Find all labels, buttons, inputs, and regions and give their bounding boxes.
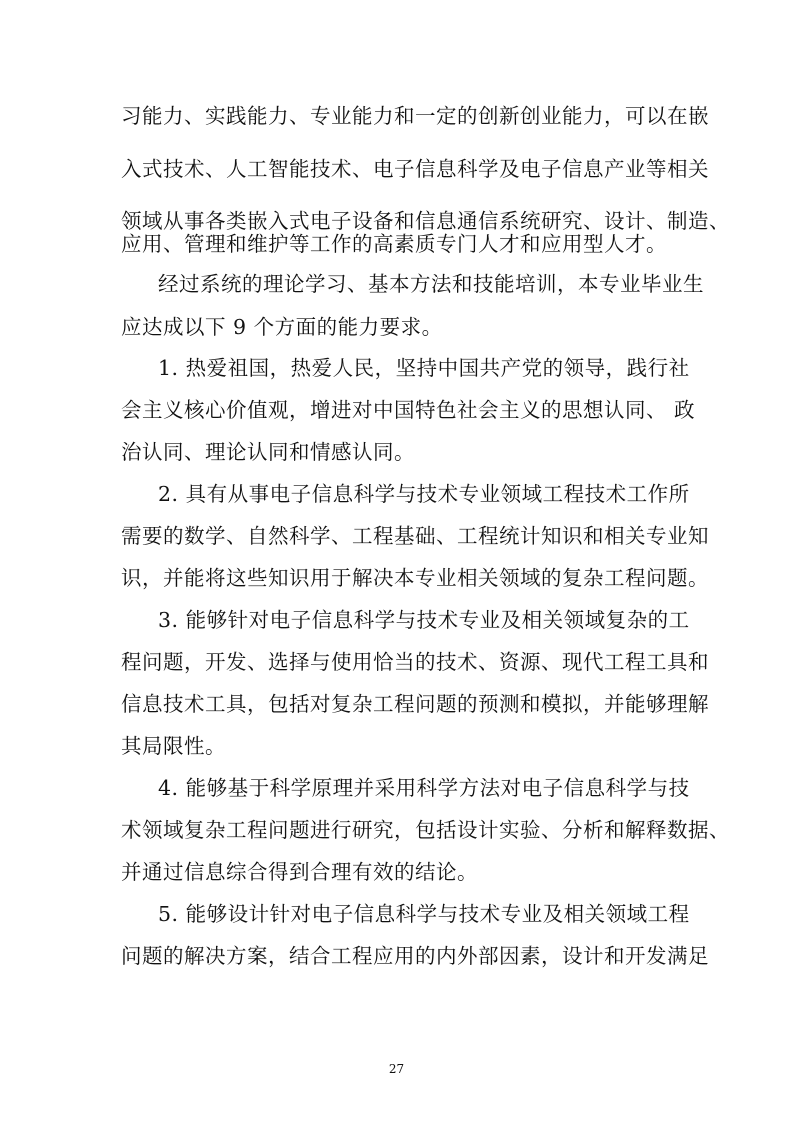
text-line: 应达成以下 9 个方面的能力要求。 (121, 315, 443, 339)
text-line: 术领域复杂工程问题进行研究，包括设计实验、分析和解释数据、 (121, 818, 730, 842)
text-line: 信息技术工具，包括对复杂工程问题的预测和模拟，并能够理解 (121, 692, 709, 716)
text-line: 入式技术、人工智能技术、电子信息科学及电子信息产业等相关 (121, 157, 709, 181)
text-line: 经过系统的理论学习、基本方法和技能培训，本专业毕业生 (158, 272, 704, 296)
text-line: 会主义核心价值观，增进对中国特色社会主义的思想认同、 政 (121, 398, 696, 422)
text-line: 2. 具有从事电子信息科学与技术专业领域工程技术工作所 (158, 482, 690, 506)
text-line: 习能力、实践能力、专业能力和一定的创新创业能力，可以在嵌 (121, 104, 709, 128)
text-line: 1. 热爱祖国，热爱人民，坚持中国共产党的领导，践行社 (158, 356, 690, 380)
page-number: 27 (388, 1062, 405, 1076)
text-line: 需要的数学、自然科学、工程基础、工程统计知识和相关专业知 (121, 524, 709, 548)
text-line: 领域从事各类嵌入式电子设备和信息通信系统研究、设计、制造、 (121, 209, 730, 233)
text-line: 应用、管理和维护等工作的高素质专门人才和应用型人才。 (121, 232, 667, 256)
text-line: 识，并能将这些知识用于解决本专业相关领域的复杂工程问题。 (121, 566, 709, 590)
text-line: 问题的解决方案，结合工程应用的内外部因素，设计和开发满足 (121, 944, 709, 968)
text-line: 4. 能够基于科学原理并采用科学方法对电子信息科学与技 (158, 776, 690, 800)
text-line: 治认同、理论认同和情感认同。 (121, 440, 415, 464)
text-line: 3. 能够针对电子信息科学与技术专业及相关领域复杂的工 (158, 608, 690, 632)
text-line: 并通过信息综合得到合理有效的结论。 (121, 860, 478, 884)
text-line: 程问题，开发、选择与使用恰当的技术、资源、现代工程工具和 (121, 650, 709, 674)
text-line: 其局限性。 (121, 734, 226, 758)
text-line: 5. 能够设计针对电子信息科学与技术专业及相关领域工程 (158, 902, 690, 926)
